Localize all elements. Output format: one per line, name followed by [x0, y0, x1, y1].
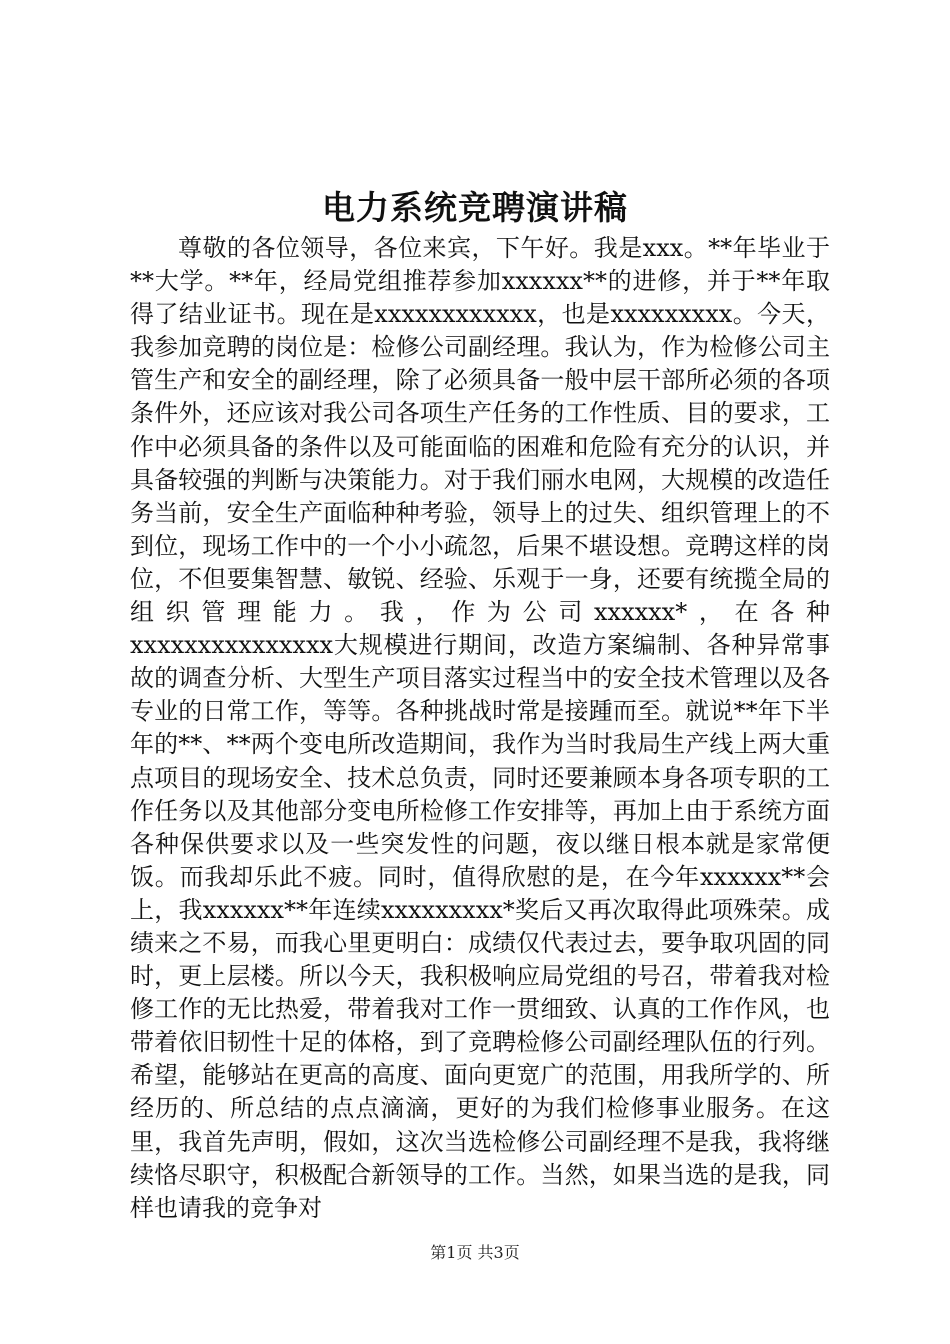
document-body: [130, 232, 830, 1225]
body-paragraph: 尊敬的各位领导，各位来宾，下午好。我是xxx。**年毕业于**大学。**年，经局党组推荐参加xxxxxx**的进修，并于**年取得了结业证书。现在是xxxxxxxxxxxx，也是xxxxxxxxx。今天，我参加竞聘的岗位是：检修公司副经理。我认为，作为检修公司主管生产和安全的副经理，除了必须具备一般中层干部所必须的各项条件外，还应该对我公司各项生产任务的工作性质、目的要求，工作中必须具备的条件以及可能面临的困难和危险有充分的认识，并具备较强的判断与决策能力。对于我们丽水电网，大规模的改造任务当前，安全生产面临种种考验，领导上的过失、组织管理上的不到位，现场工作中的一个小小疏忽，后果不堪设想。竞聘这样的岗位，不但要集智慧、敏锐、经验、乐观于一身，还要有统揽全局的组织管理能力。我，作为公司xxxxxx*，在各种xxxxxxxxxxxxxxx大规模进行期间，改造方案编制、各种异常事故的调查分析、大型生产项目落实过程当中的安全技术管理以及各专业的日常工作，等等。各种挑战时常是接踵而至。就说**年下半年的**、**两个变电所改造期间，我作为当时我局生产线上两大重点项目的现场安全、技术总负责，同时还要兼顾本身各项专职的工作任务以及其他部分变电所检修工作安排等，再加上由于系统方面各种保供要求以及一些突发性的问题，夜以继日根本就是家常便饭。而我却乐此不疲。同时，值得欣慰的是，在今年xxxxxx**会上，我xxxxxx**年连续xxxxxxxxx*奖后又再次取得此项殊荣。成绩来之不易，而我心里更明白：成绩仅代表过去，要争取巩固的同时，更上层楼。所以今天，我积极响应局党组的号召，带着我对检修工作的无比热爱，带着我对工作一贯细致、认真的工作作风，也带着依旧韧性十足的体格，到了竞聘检修公司副经理队伍的行列。希望，能够站在更高的高度、面向更宽广的范围，用我所学的、所经历的、所总结的点点滴滴，更好的为我们检修事业服务。在这里，我首先声明，假如，这次当选检修公司副经理不是我，我将继续恪尽职守，积极配合新领导的工作。当然，如果当选的是我，同样也请我的竞争对: [130, 234, 830, 1222]
page-number-footer: 第1页 共3页: [430, 1243, 520, 1262]
document-title: 电力系统竞聘演讲稿: [322, 188, 628, 227]
